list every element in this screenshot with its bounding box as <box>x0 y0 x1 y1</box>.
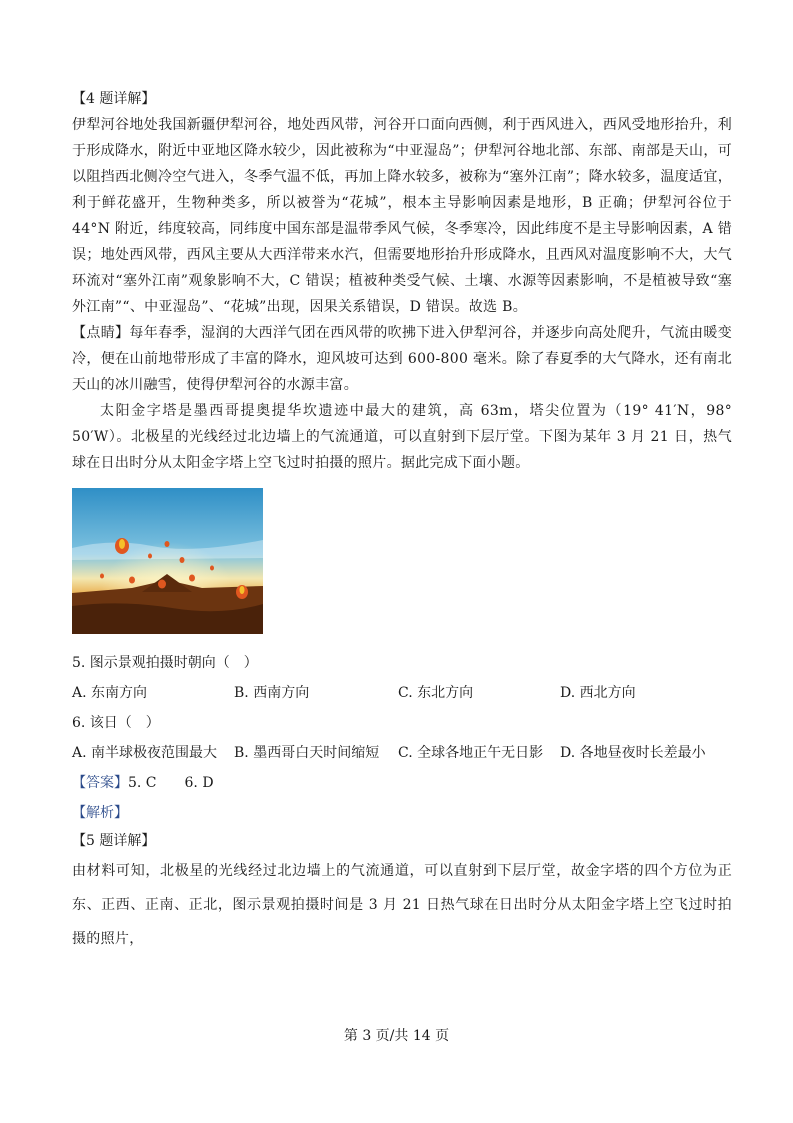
analysis-label: 【解析】 <box>72 805 128 821</box>
q5-option-a: A. 东南方向 <box>72 685 148 701</box>
question-5-options <box>72 678 732 708</box>
document-page <box>72 86 732 956</box>
q6-option-a: A. 南半球极夜范围最大 <box>72 745 218 761</box>
answer-line <box>72 768 732 798</box>
q6-option-d: D. 各地昼夜时长差最小 <box>560 745 706 761</box>
q5-option-b: B. 西南方向 <box>234 685 310 701</box>
q5-detail-paragraph: 由材料可知，北极星的光线经过北边墙上的气流通道，可以直射到下层厅堂，故金字塔的四个方位为正东、正西、正南、正北，图示景观拍摄时间是 3 月 21 日热气球在日出时分从太阳金字塔上空飞过时拍摄的照片， <box>72 863 732 947</box>
q5-option-d: D. 西北方向 <box>560 685 636 701</box>
answer-text: 5. C 6. D <box>128 775 214 791</box>
question-6-options <box>72 738 732 768</box>
material-paragraph: 太阳金字塔是墨西哥提奥提华坎遗迹中最大的建筑，高 63m，塔尖位置为（19° 41′N，98° 50′W）。北极星的光线经过北边墙上的气流通道，可以直射到下层厅堂。下图为某年 3 月 21 日，热气球在日出时分从太阳金字塔上空飞过时拍摄的照片。据此完成下面小题。 <box>72 403 732 471</box>
answer-label: 【答案】 <box>72 775 128 791</box>
q6-option-c: C. 全球各地正午无日影 <box>398 745 544 761</box>
q6-option-b: B. 墨西哥白天时间缩短 <box>234 745 380 761</box>
question-6-stem: 6. 该日（ ） <box>72 715 160 731</box>
page-number-footer: 第 3 页/共 14 页 <box>343 1028 450 1044</box>
q5-option-c: C. 东北方向 <box>398 685 474 701</box>
question-5-stem: 5. 图示景观拍摄时朝向（ ） <box>72 655 258 671</box>
q4-detail-heading: 【4 题详解】 <box>72 91 156 107</box>
tip-paragraph <box>72 320 732 398</box>
tip-label: 【点睛】 <box>72 325 130 341</box>
hot-air-balloon-photo <box>72 488 263 634</box>
q5-detail-heading: 【5 题详解】 <box>72 833 156 849</box>
q4-detail-paragraph: 伊犁河谷地处我国新疆伊犁河谷，地处西风带，河谷开口面向西侧，利于西风进入，西风受地形抬升，利于形成降水，附近中亚地区降水较少，因此被称为“中亚湿岛”；伊犁河谷地北部、东部、南部是天山，可以阻挡西北侧冷空气进入，冬季气温不低，再加上降水较多，被称为“塞外江南”；降水较多，温度适宜，利于鲜花盛开，生物种类多，所以被誉为“花城”，根本主导影响因素是地形，B 正确；伊犁河谷位于 44°N 附近，纬度较高，同纬度中国东部是温带季风气候，冬季寒冷，因此纬度不是主导影响因素，A 错误；地处西风带，西风主要从大西洋带来水汽，但需要地形抬升形成降水，且西风对温度影响不大，大气环流对“塞外江南”观象影响不大，C 错误；植被种类受气候、土壤、水源等因素影响，不是植被导致“塞外江南”“、中亚湿岛”、“花城”出现，因果关系错误，D 错误。故选 B。 <box>72 117 732 315</box>
tip-text: 每年春季，湿润的大西洋气团在西风带的吹拂下进入伊犁河谷，并逐步向高处爬升，气流由暖变冷，便在山前地带形成了丰富的降水，迎风坡可达到 600-800 毫米。除了春夏季的大气降水，还有南北天山的冰川融雪，使得伊犁河谷的水源丰富。 <box>72 325 732 393</box>
